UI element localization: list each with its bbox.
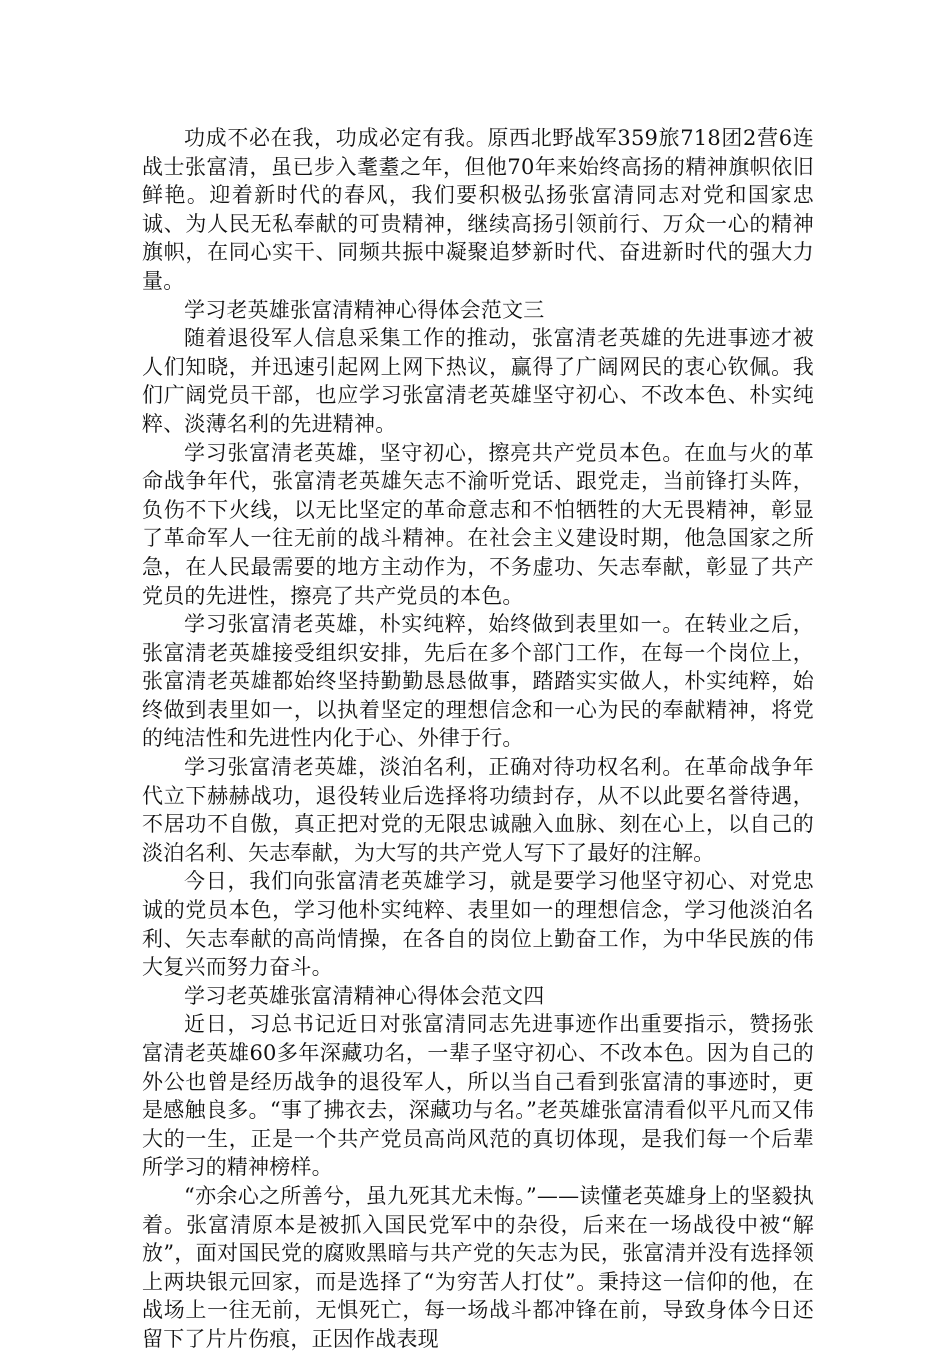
section-heading-3: 学习老英雄张富清精神心得体会范文三 (184, 297, 545, 322)
paragraph-4: 学习张富清老英雄，朴实纯粹，始终做到表里如一。在转业之后，张富清老英雄接受组织安排，先后在多个部门工作，在每一个岗位上，张富清老英雄都始终坚持勤勤恳恳做事，踏踏实实做人，朴实纯粹，始终做到表里如一，以执着坚定的理想信念和一心为民的奉献精神，将党的纯洁性和先进性内化于心、外律于行。 (142, 612, 814, 751)
section-heading-4: 学习老英雄张富清精神心得体会范文四 (184, 983, 545, 1008)
paragraph-5: 学习张富清老英雄，淡泊名利，正确对待功权名利。在革命战争年代立下赫赫战功，退役转业后选择将功绩封存，从不以此要名誉待遇，不居功不自傲，真正把对党的无限忠诚融入血脉、刻在心上，以自己的淡泊名利、矢志奉献，为大写的共产党人写下了最好的注解。 (142, 755, 814, 865)
paragraph-1: 功成不必在我，功成必定有我。原西北野战军359旅718团2营6连战士张富清，虽已步入耄耋之年，但他70年来始终高扬的精神旗帜依旧鲜艳。迎着新时代的春风，我们要积极弘扬张富清同志对党和国家忠诚、为人民无私奉献的可贵精神，继续高扬引领前行、万众一心的精神旗帜，在同心实干、同频共振中凝聚追梦新时代、奋进新时代的强大力量。 (142, 126, 814, 293)
document-body (142, 124, 814, 1354)
paragraph-2: 随着退役军人信息采集工作的推动，张富清老英雄的先进事迹才被人们知晓，并迅速引起网上网下热议，赢得了广阔网民的衷心钦佩。我们广阔党员干部，也应学习张富清老英雄坚守初心、不改本色、朴实纯粹、淡薄名利的先进精神。 (142, 326, 814, 436)
paragraph-8: “亦余心之所善兮，虽九死其尤未悔。”——读懂老英雄身上的坚毅执着。张富清原本是被抓入国民党军中的杂役，后来在一场战役中被“解放”，面对国民党的腐败黑暗与共产党的矢志为民，张富清并没有选择领上两块银元回家，而是选择了“为穷苦人打仗”。秉持这一信仰的他，在战场上一往无前，无惧死亡，每一场战斗都冲锋在前，导致身体今日还留下了片片伤痕，正因作战表现 (142, 1183, 814, 1351)
paragraph-3: 学习张富清老英雄，坚守初心，擦亮共产党员本色。在血与火的革命战争年代，张富清老英雄矢志不渝听党话、跟党走，当前锋打头阵，负伤不下火线，以无比坚定的革命意志和不怕牺牲的大无畏精神，彰显了革命军人一往无前的战斗精神。在社会主义建设时期，他急国家之所急，在人民最需要的地方主动作为，不务虚功、矢志奉献，彰显了共产党员的先进性，擦亮了共产党员的本色。 (142, 440, 814, 608)
paragraph-6: 今日，我们向张富清老英雄学习，就是要学习他坚守初心、对党忠诚的党员本色，学习他朴实纯粹、表里如一的理想信念，学习他淡泊名利、矢志奉献的高尚情操，在各自的岗位上勤奋工作，为中华民族的伟大复兴而努力奋斗。 (142, 869, 814, 980)
paragraph-7: 近日，习总书记近日对张富清同志先进事迹作出重要指示，赞扬张富清老英雄60多年深藏功名，一辈子坚守初心、不改本色。因为自己的外公也曾是经历战争的退役军人，所以当自己看到张富清的事迹时，更是感触良多。“事了拂衣去，深藏功与名。”老英雄张富清看似平凡而又伟大的一生，正是一个共产党员高尚风范的真切体现，是我们每一个后辈所学习的精神榜样。 (142, 1012, 814, 1180)
